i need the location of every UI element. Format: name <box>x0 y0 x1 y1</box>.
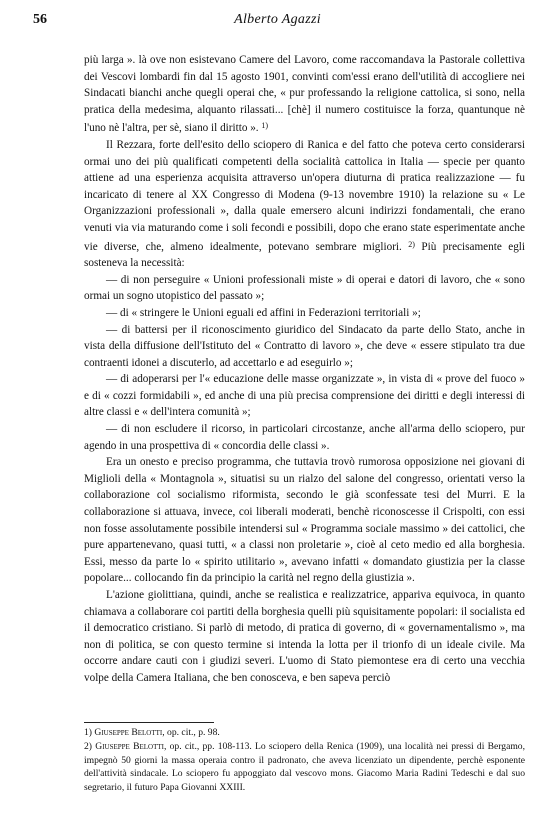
paragraph: più larga ». là ove non esistevano Camere del Lavoro, come raccomandava la Pastorale collettiva dei Vescovi lombardi fin dal 15 agosto 1901, convinti com'essi erano dell'utilità di accogliere nei Sindacati bianchi anche quegli operai che, « pur professando la religione cattolica, si sono, nella pratica della medesima, alquanto rilassati... [chè] il numero costituisce la forza, quantunque nè l'uno nè l'altra, per sè, siano il diritto ». $^{1)}$ <box>84 54 525 135</box>
footnote: 2) Giuseppe Belotti, op. cit., pp. 108-113. Lo sciopero della Renica (1909), una località nei pressi di Bergamo, impegnò 50 giorni la massa operaia contro il padronato, che aveva licenziato un dipendente, perchè esponente dell'attività sindacale. Lo sciopero fu appoggiato dal vescovo mons. Giacomo Maria Radini Tedeschi e dal suo segretario, il futuro Papa Giovanni XXIII. <box>84 740 526 794</box>
footnote-ref: 2) <box>408 239 415 249</box>
main-text <box>84 52 525 687</box>
running-title: Alberto Agazzi <box>234 12 321 27</box>
page-header <box>33 12 522 34</box>
list-item: — di adoperarsi per l'« educazione delle masse organizzate », in vista di « prove del fuoco » e di « cozzi formidabili », ed anche di una più precisa comprensione dei diritti e degli interessi di altre classi e « dell'intera comunità »; <box>84 373 525 419</box>
footnote-divider <box>84 722 214 723</box>
paragraph: L'azione giolittiana, quindi, anche se realistica e realizzatrice, appariva equivoca, in quanto chiamava a collaborare coi partiti della borghesia quelli più squisitamente popolari: il socialista ed il democratico cristiano. Si parlò di metodo, di pratica di governo, di « governamentalismo », ma non di politica, se con questo termine si intenda la lotta per il trionfo di un ideale civile. Ma occorre andare cauti con i giudizi severi. L'uomo di Stato piemontese era di certo una vecchia volpe della Camera Italiana, che ben conosceva, e ben sapeva perciò <box>84 589 525 684</box>
footnote: 1) Giuseppe Belotti, op. cit., p. 98. <box>84 727 220 738</box>
list-item: — di non perseguire « Unioni professionali miste » di operai e datori di lavoro, che « sono ormai un sogno utopistico del passato »; <box>84 273 525 303</box>
footnote-author: Giuseppe Belotti, <box>94 727 165 738</box>
paragraph: Era un onesto e preciso programma, che tuttavia trovò rumorosa opposizione nei giovani di Miglioli della « Montagnola », situatisi su un rialzo del salone del congresso, orientati verso la collaborazione col socialismo riformista, secondo le già sconfessate tesi del Murri. E la collaborazione si attuava, invece, coi liberali moderati, benchè riconoscesse il Crispolti, con essi non fosse assolutamente possibile intendersi sul « Programma sociale massimo » dei cattolici, che pure appartenevano, quasi tutti, « a classi non proletarie », cioè al ceto medio ed alla borghesia. Essi, messo da parte lo « spirito utilitario », avevano infatti « domandato giustizia per la classe popolare... collocando fin da principio la carità nel regno della giustizia ». <box>84 456 525 585</box>
list-item: — di non escludere il ricorso, in particolari circostanze, anche all'arma dello sciopero, pur agendo in una prospettiva di « concordia delle classi ». <box>84 423 525 452</box>
footnote-author: Giuseppe Belotti, <box>95 740 167 752</box>
page-number: 56 <box>33 12 47 27</box>
footnote-ref: 1) <box>261 121 269 131</box>
list-item: — di battersi per il riconoscimento giuridico del Sindacato da parte dello Stato, anche in vista della diffusione dell'Istituto del « Contratto di lavoro », che deve « essere stipulato tra due contraenti idonei a discuterlo, ad accettarlo e ad eseguirlo »; <box>84 323 525 369</box>
footnotes <box>84 726 525 795</box>
list-item: — di « stringere le Unioni eguali ed affini in Federazioni territoriali »; <box>106 306 421 319</box>
paragraph: Il Rezzara, forte dell'esito dello sciopero di Ranica e del fatto che poteva certo considerarsi ormai uno dei più qualificati competenti della socialità cattolica in Italia — specie per quanto attiene ad una esperienza acquisita attraverso un'opera diuturna di pratica realizzazione — fu incaricato di tenere al XX Congresso di Modena (9-13 novembre 1910) la relazione su « Le Organizzazioni professionali », dalla quale emersero alcuni indirizzi fondamentali, che erano venuti via via maturando come i soli fecondi e possibili, dopo che erano state esperimentate anche vie diverse, che, almeno idealmente, potevano sembrare migliori. $^{2)}$ Più precisamente egli sosteneva la necessità: <box>84 138 526 270</box>
